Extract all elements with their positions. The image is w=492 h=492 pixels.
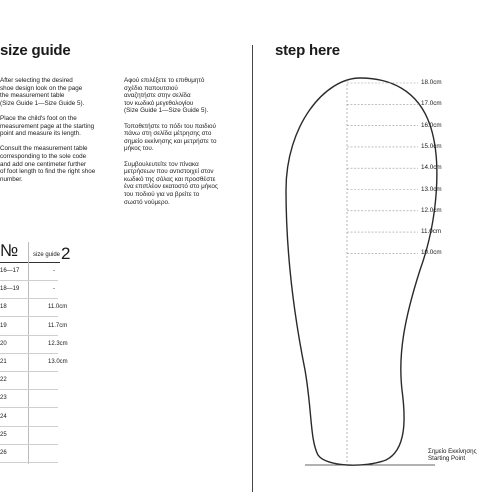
- shoe-number: 19: [0, 322, 7, 329]
- ruler-label: 14.0cm: [421, 164, 442, 172]
- size-guide-number: 2: [61, 244, 71, 263]
- ruler-label: 10.0cm: [421, 249, 442, 257]
- size-table: [0, 240, 70, 470]
- page-divider: [252, 45, 253, 492]
- foot-length: 11.7cm: [48, 322, 68, 329]
- ruler-label: 12.0cm: [421, 206, 442, 214]
- table-row: [0, 280, 58, 299]
- size-guide-label: size guide: [33, 252, 61, 258]
- table-header-number: №: [0, 241, 19, 260]
- starting-point-label: Σημείο Εκκίνησης Starting Point: [428, 448, 477, 463]
- foot-length: -: [53, 286, 55, 293]
- shoe-number: 25: [0, 431, 7, 438]
- ruler-label: 11.0cm: [421, 228, 442, 236]
- shoe-number: 22: [0, 377, 7, 384]
- foot-outline: [286, 78, 437, 465]
- foot-length: -: [53, 268, 55, 274]
- ruler-label: 18.0cm: [421, 79, 442, 86]
- english-instructions: After selecting the desired shoe design look on the page the measurement table (Size Guide 1—Size Guide 5). Place the child's foot on the measurement page at the starting point and measure its length. Consult the measurement table corresponding to the sole code and add one centimeter further of foot length to find the right shoe number.: [0, 77, 96, 183]
- table-row: [0, 335, 68, 354]
- shoe-number: 18: [0, 304, 7, 311]
- table-row: [0, 371, 58, 390]
- shoe-number: 26: [0, 450, 7, 456]
- shoe-number: 21: [0, 359, 7, 365]
- table-row: [0, 317, 68, 336]
- step-here-title: step here: [275, 42, 340, 59]
- greek-instructions: Αφού επιλέξετε το επιθυμητό σχέδιο παπουτσιού αναζητήστε στην σελίδα τον κωδικό μεγεθολογίου (Size Guide 1—Size Guide 5). Τοποθετήστε το πόδι του παιδιού πάνω στη σελίδα μέτρησης στο σημείο εκκίνησης και μετρήστε το μήκος του. Συμβουλευτείτε τον πίνακα μετρήσεων που αντιστοιχεί στον κωδικό της σόλας και προσθέστε ένα επιπλέον εκατοστό στο μήκος του ποδιού για να βρείτε το σωστό νούμερο.: [124, 77, 218, 206]
- table-row: [0, 426, 58, 445]
- table-row: [0, 298, 68, 317]
- foot-length: 13.0cm: [48, 359, 68, 365]
- table-header-size-guide: [33, 244, 71, 264]
- ruler-label: 16.0cm: [421, 121, 442, 129]
- shoe-number: 18—19: [0, 286, 20, 293]
- shoe-number: 24: [0, 413, 7, 420]
- shoe-number: 16—17: [0, 268, 20, 274]
- table-row: [0, 353, 68, 372]
- table-row: [0, 262, 58, 281]
- table-row: [0, 389, 58, 408]
- foot-outline-graphic: [280, 70, 492, 492]
- table-row: [0, 408, 58, 427]
- shoe-number: 20: [0, 340, 7, 347]
- ruler-label: 17.0cm: [421, 100, 442, 108]
- ruler-label: 13.0cm: [421, 185, 442, 193]
- ruler-label: 15.0cm: [421, 142, 442, 150]
- foot-length: 12.3cm: [48, 340, 68, 347]
- size-guide-title: size guide: [0, 42, 71, 59]
- table-row: [0, 444, 58, 463]
- shoe-number: 23: [0, 395, 7, 402]
- foot-length: 11.0cm: [48, 304, 68, 311]
